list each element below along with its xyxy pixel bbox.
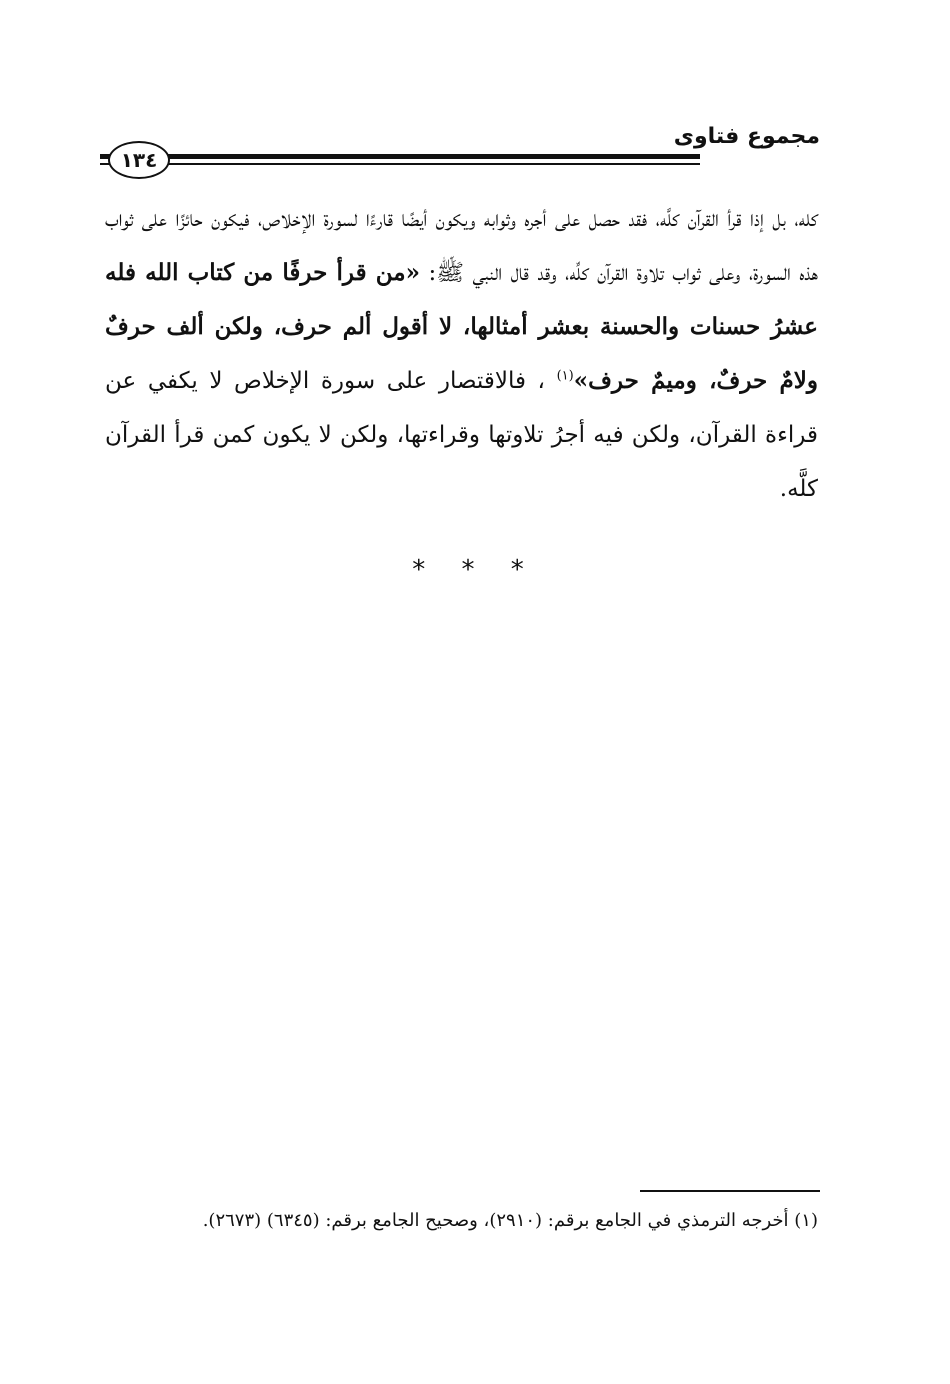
section-separator: * * * xyxy=(412,555,538,585)
paragraph-text-start: كله، بل إذا قرأ القرآن كلَّه، فقد حصل على أجره وثوابه ويكون أيضًا قارءًا لسورة الإخلاص، فيكون حائزًا على ثواب هذه السورة، وعلى ثواب تلاوة القرآن كلِّه، وقد قال النبي ﷺ: xyxy=(105,206,818,286)
page-number: ١٣٤ xyxy=(108,141,170,179)
book-title: مجموع فتاوى xyxy=(673,124,820,149)
header-rule-thin xyxy=(100,163,700,165)
page-header xyxy=(100,108,820,178)
hadith-quote: «من قرأ حرفًا من كتاب الله فله عشرُ حسنات والحسنة بعشر أمثالها، لا أقول ألم حرف، ولكن ألف حرفٌ ولامٌ حرفٌ، وميمٌ حرف» xyxy=(105,259,819,394)
footnote-rule xyxy=(640,1190,820,1192)
footnote-reference: (١) xyxy=(556,368,574,384)
footnote: (١) أخرجه الترمذي في الجامع برقم: (٢٩١٠)، وصحيح الجامع برقم: (٦٣٤٥) (٢٦٧٣). xyxy=(202,1210,818,1231)
header-rule-thick xyxy=(100,154,700,159)
paragraph-text-end: ، فالاقتصار على سورة الإخلاص لا يكفي عن قراءة القرآن، ولكن فيه أجرُ تلاوتها وقراءتها، ولكن لا يكون كمن قرأ القرآن كلَّه. xyxy=(105,368,818,502)
main-text xyxy=(105,192,818,516)
